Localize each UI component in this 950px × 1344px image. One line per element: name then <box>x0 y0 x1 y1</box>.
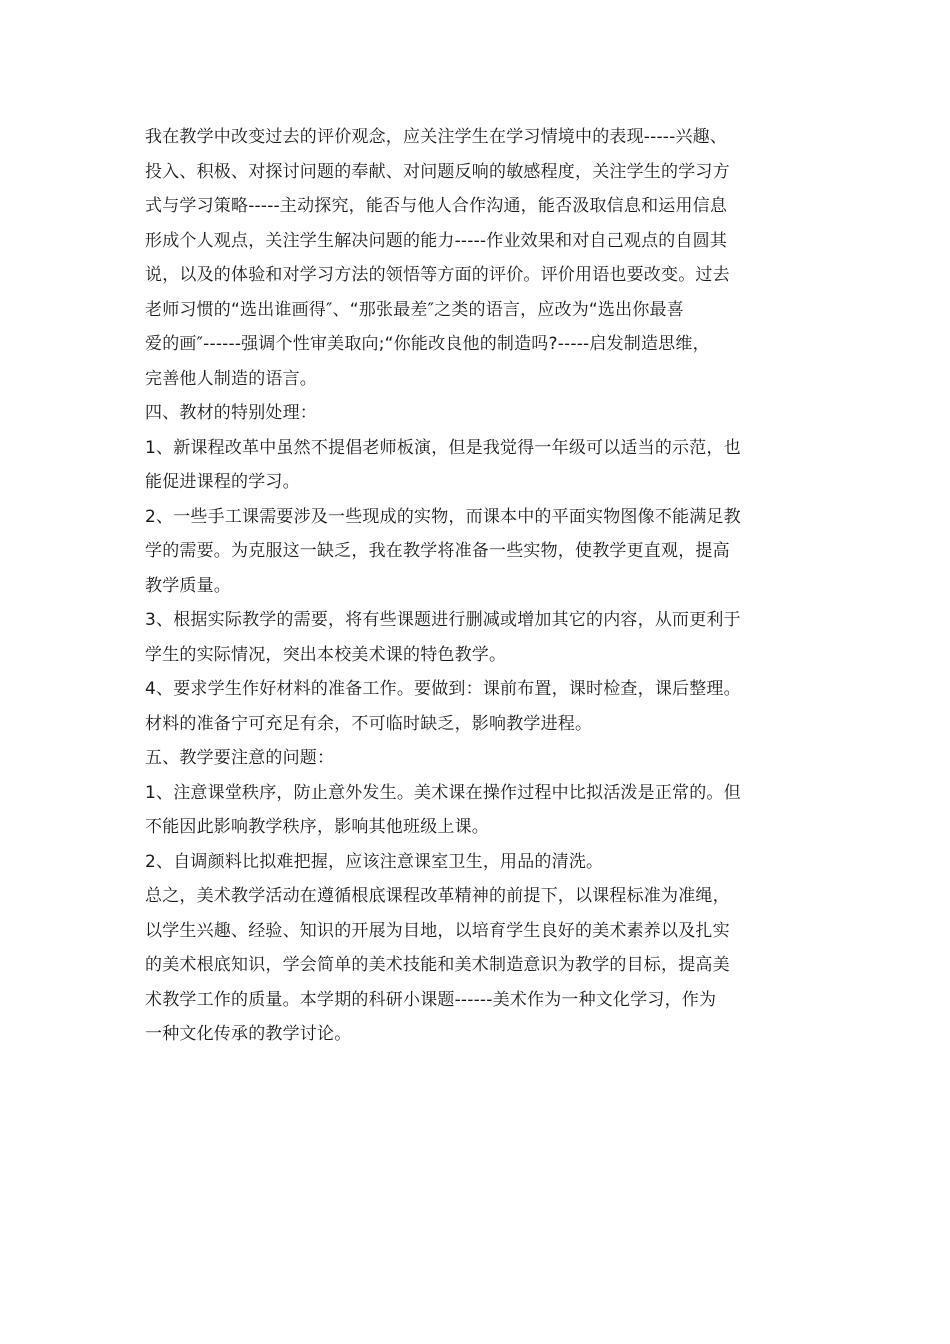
text-line: 以学生兴趣、经验、知识的开展为目地，以培育学生良好的美术素养以及扎实 <box>145 920 730 941</box>
text-line: 形成个人观点，关注学生解决问题的能力-----作业效果和对自己观点的自圆其 <box>145 230 728 251</box>
text-line: 完善他人制造的语言。 <box>145 368 317 389</box>
text-line: 4、要求学生作好材料的准备工作。要做到：课前布置，课时检查，课后整理。 <box>145 679 741 699</box>
text-line: 教学质量。 <box>145 575 231 596</box>
text-line: 总之，美术教学活动在遵循根底课程改革精神的前提下，以课程标准为准绳， <box>145 886 730 906</box>
text-line: 我在教学中改变过去的评价观念，应关注学生在学习情境中的表现-----兴趣、 <box>145 127 728 147</box>
text-line: 一种文化传承的教学讨论。 <box>145 1024 352 1044</box>
text-line: 3、根据实际教学的需要，将有些课题进行删减或增加其它的内容，从而更利于 <box>145 610 741 630</box>
text-line: 爱的画″------强调个性审美取向;“你能改良他的制造吗?-----启发制造思维， <box>145 334 710 354</box>
section-heading: 五、教学要注意的问题： <box>145 748 335 768</box>
text-line: 能促进课程的学习。 <box>145 472 300 492</box>
text-line: 的美术根底知识，学会简单的美术技能和美术制造意识为教学的目标，提高美 <box>145 955 730 975</box>
text-line: 1、新课程改革中虽然不提倡老师板演，但是我觉得一年级可以适当的示范，也 <box>145 437 741 458</box>
text-line: 1、注意课堂秩序，防止意外发生。美术课在操作过程中比拟活泼是正常的。但 <box>145 782 741 803</box>
text-line: 学生的实际情况，突出本校美术课的特色教学。 <box>145 644 507 665</box>
text-line: 式与学习策略-----主动探究，能否与他人合作沟通，能否汲取信息和运用信息 <box>145 196 728 216</box>
text-line: 材料的准备宁可充足有余，不可临时缺乏，影响教学进程。 <box>145 713 593 734</box>
text-line: 术教学工作的质量。本学期的科研小课题------美术作为一种文化学习，作为 <box>145 989 717 1010</box>
document-body <box>145 120 825 1052</box>
text-line: 投入、积极、对探讨问题的奉献、对问题反响的敏感程度，关注学生的学习方 <box>145 161 730 182</box>
text-line: 说，以及的体验和对学习方法的领悟等方面的评价。评价用语也要改变。过去 <box>145 265 730 285</box>
text-line: 老师习惯的“选出谁画得″、“那张最差″之类的语言，应改为“选出你最喜 <box>145 299 684 320</box>
text-line: 2、一些手工课需要涉及一些现成的实物，而课本中的平面实物图像不能满足教 <box>145 506 741 527</box>
text-line: 学的需要。为克服这一缺乏，我在教学将准备一些实物，使教学更直观，提高 <box>145 541 730 561</box>
text-line: 2、自调颜料比拟难把握，应该注意课室卫生，用品的清洗。 <box>145 851 604 872</box>
section-heading: 四、教材的特别处理： <box>145 403 317 423</box>
text-line: 不能因此影响教学秩序，影响其他班级上课。 <box>145 817 489 837</box>
